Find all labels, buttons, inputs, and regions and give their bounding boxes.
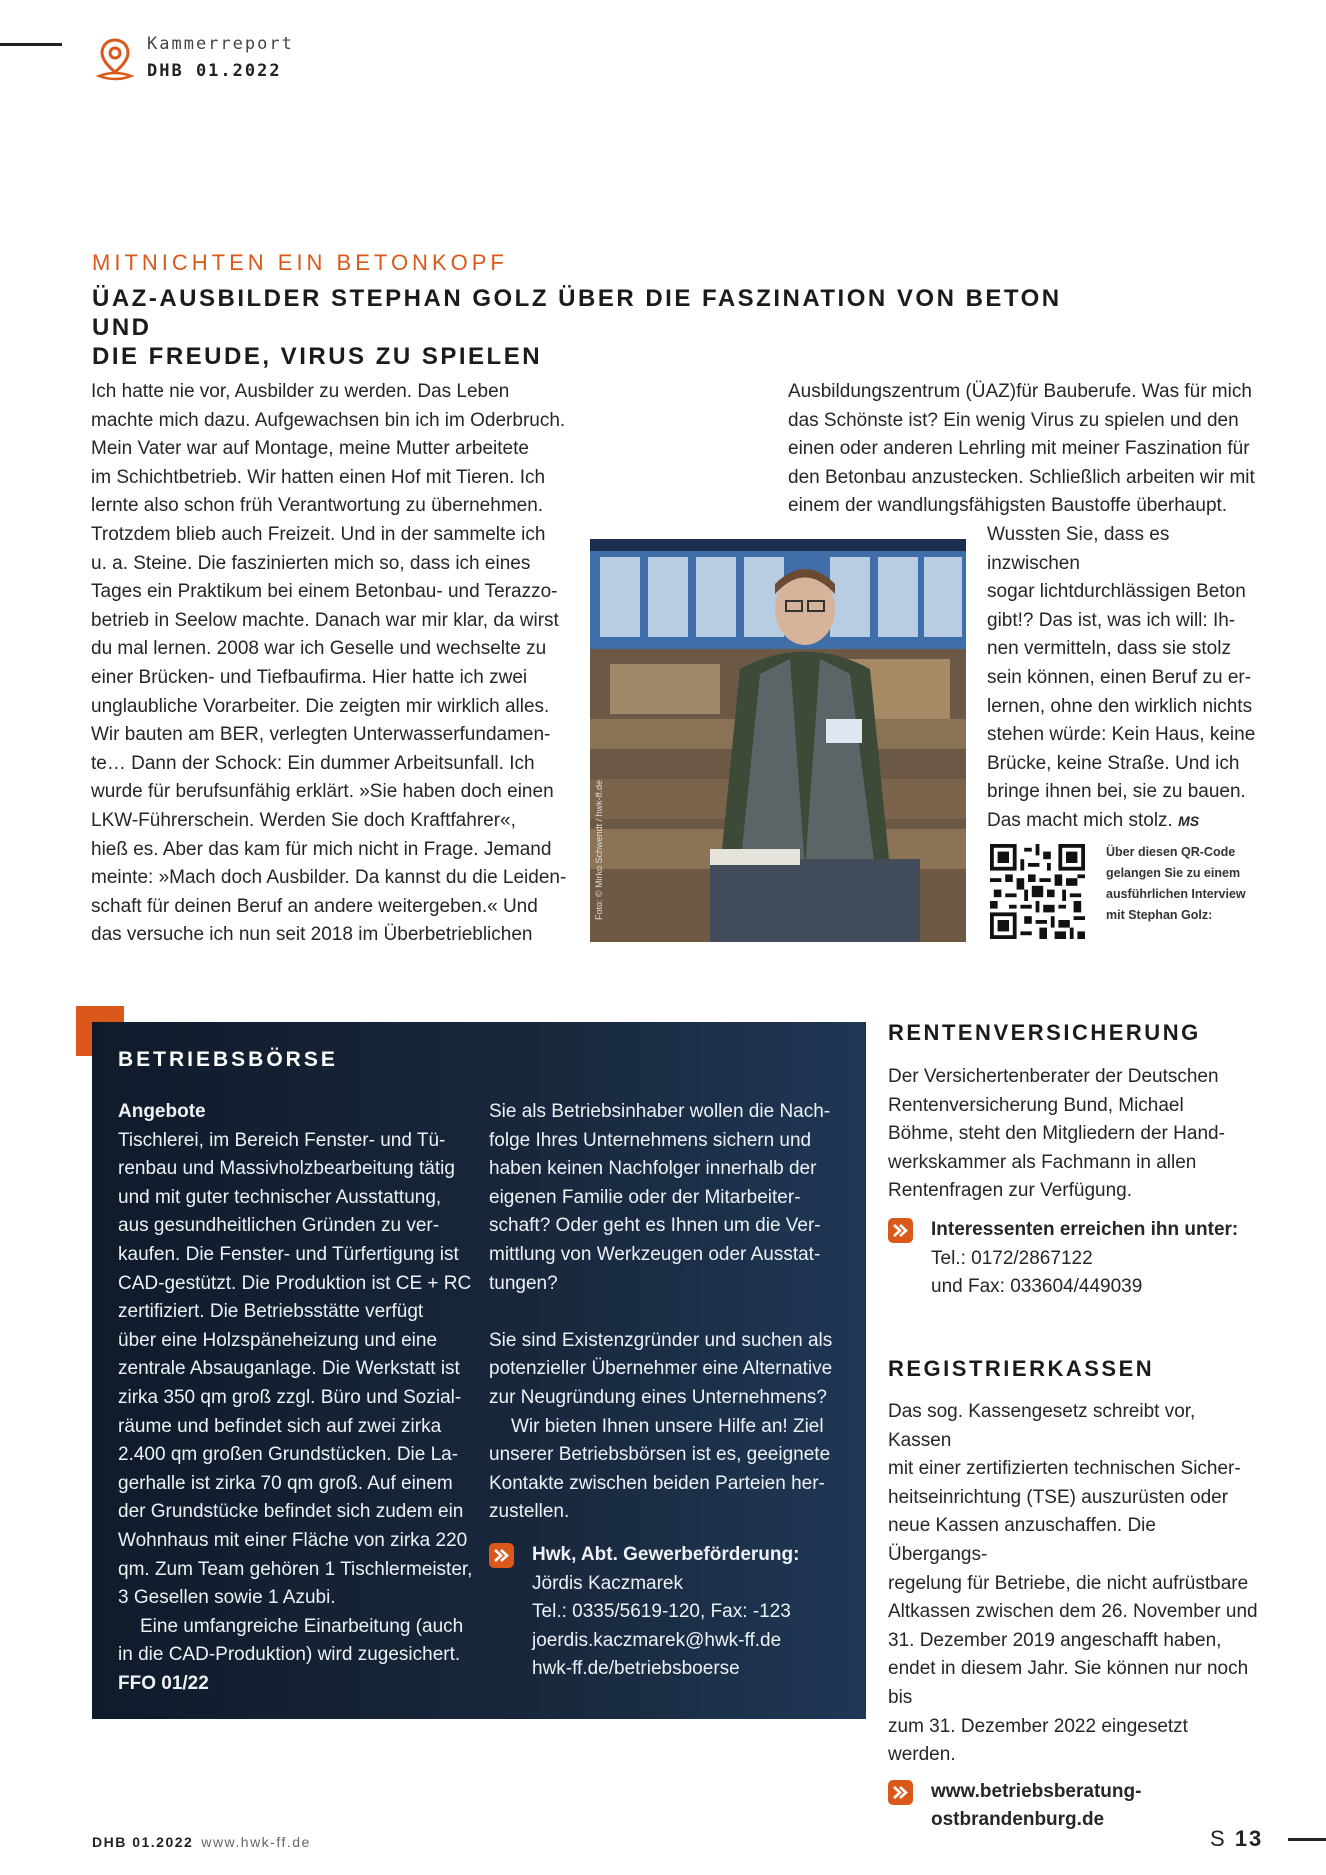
text-line: Tischlerei, im Bereich Fenster- und Tü- [118,1129,446,1151]
rentenversicherung-contact [888,1216,1258,1302]
page-number-value: 13 [1234,1826,1264,1851]
text-line: unglaubliche Vorarbeiter. Die zeigten mir wirklich alles. [91,695,550,717]
betriebsboerse-ref: FFO 01/22 [118,1672,209,1694]
text-line: neue Kassen anzuschaffen. Die Übergangs- [888,1515,1156,1565]
location-pin-icon [96,36,134,82]
qr-caption [1106,842,1266,926]
text-line: betrieb in Seelow machte. Danach war mir klar, da wirst [91,609,559,631]
text-line: und mit guter technischer Ausstattung, [118,1186,442,1208]
text-line: einem der wandlungsfähigsten Baustoffe überhaupt. [788,495,1228,517]
text-line: haben keinen Nachfolger innerhalb der [489,1158,817,1180]
header-issue: DHB 01.2022 [147,61,282,81]
article-title-line: DIE FREUDE, VIRUS ZU SPIELEN [92,343,543,370]
header-kicker: Kammerreport [147,34,294,54]
link-line[interactable]: ostbrandenburg.de [931,1809,1105,1831]
text-line: Trotzdem blieb auch Freizeit. Und in der sammelte ich [91,523,546,545]
text-line: wurde für berufsunfähig erklärt. »Sie haben doch einen [91,781,554,803]
text-line: renbau und Massivholzbearbeitung tätig [118,1158,455,1180]
text-line: Eine umfangreiche Einarbeitung (auch [140,1615,464,1637]
text-line: werkskammer als Fachmann in allen [888,1151,1197,1173]
registrierkassen-body [888,1398,1258,1835]
text-line: 2.400 qm großen Grundstücken. Die La- [118,1444,459,1466]
page-number [1210,1826,1263,1852]
text-line: das versuche ich nun seit 2018 im Überbetrieblichen [91,924,533,946]
text-line: Rentenfragen zur Verfügung. [888,1180,1133,1202]
text-line: Sie sind Existenzgründer und suchen als [489,1329,833,1351]
qr-caption-line: ausführlichen Interview [1106,887,1246,901]
text-line: in die CAD-Produktion) wird zugesichert. [118,1644,461,1666]
text-line: Wussten Sie, dass es inzwischen [987,524,1170,574]
text-line: bringe ihnen bei, sie zu bauen. [987,781,1246,803]
text-line: stehen würde: Kein Haus, keine [987,724,1256,746]
text-line: u. a. Steine. Die faszinierten mich so, dass ich eines [91,552,531,574]
text-line: gerhalle ist zirka 70 qm groß. Auf einem [118,1472,453,1494]
text-line: Mein Vater war auf Montage, meine Mutter arbeitete [91,438,529,460]
text-line: Wir bauten am BER, verlegten Unterwasserfundamen- [91,724,551,746]
rentenversicherung-title: RENTENVERSICHERUNG [888,1020,1201,1045]
betriebsboerse-title: BETRIEBSBÖRSE [118,1048,338,1071]
betriebsboerse-contact [489,1541,849,1684]
text-line: einen oder anderen Lehrling mit meiner Faszination für [788,438,1250,460]
link-line[interactable]: www.betriebsberatung- [931,1780,1142,1802]
text-line [987,807,1267,836]
workshop-photo-illustration [590,539,966,942]
qr-caption-line: gelangen Sie zu einem [1106,866,1241,880]
contact-line: und Fax: 033604/449039 [931,1276,1143,1298]
text-line: schaft für deinen Beruf an andere weitergeben.« Und [91,895,538,917]
text-line: Brücke, keine Straße. Und ich [987,752,1240,774]
text-line: heitseinrichtung (TSE) auszurüsten oder [888,1486,1229,1508]
footer-url[interactable]: www.hwk-ff.de [201,1834,311,1850]
footer-left [92,1834,311,1850]
text-line: über eine Holzspäneheizung und eine [118,1329,438,1351]
footer-issue: DHB 01.2022 [92,1834,194,1850]
text-line: Sie als Betriebsinhaber wollen die Nach- [489,1101,831,1122]
text-line: regelung für Betriebe, die nicht aufrüstbare [888,1572,1249,1594]
page-prefix: S [1210,1826,1227,1851]
contact-line: Tel.: 0172/2867122 [931,1247,1093,1269]
photo-credit: Foto: © Mirko Schwendt / hwk-ff.de [594,779,604,920]
text-line: te… Dann der Schock: Ein dummer Arbeitsunfall. Ich [91,752,535,774]
footer-rule [1288,1838,1326,1841]
text-line: zum 31. Dezember 2022 eingesetzt werden. [888,1715,1188,1766]
article-column-3 [987,521,1267,836]
arrow-right-icon [888,1218,913,1243]
text-line: sein können, einen Beruf zu er- [987,666,1252,688]
article-kicker: MITNICHTEN EIN BETONKOPF [92,250,508,275]
text-line: zur Neugründung eines Unternehmens? [489,1386,827,1408]
text-line: Das sog. Kassengesetz schreibt vor, Kassen [888,1401,1196,1451]
text-line: nen vermitteln, dass sie stolz [987,638,1231,660]
text-line: Wohnhaus mit einer Fläche von zirka 220 [118,1529,468,1551]
text-line: das Schönste ist? Ein wenig Virus zu spielen und den [788,409,1239,431]
text-line: aus gesundheitlichen Gründen zu ver- [118,1215,440,1237]
paragraph-spacer [888,1770,1258,1778]
text-line: gibt!? Das ist, was ich will: Ih- [987,609,1236,631]
text-line: mit einer zertifizierten technischen Sicher- [888,1458,1241,1480]
text-line: Altkassen zwischen dem 26. November und [888,1601,1258,1623]
text-line: schaft? Oder geht es Ihnen um die Ver- [489,1215,821,1237]
text-line: eigenen Familie oder der Mitarbeiter- [489,1186,801,1208]
text-line: Wir bieten Ihnen unsere Hilfe an! Ziel [511,1415,824,1437]
text-line: unserer Betriebsbörsen ist es, geeignete [489,1444,831,1466]
qr-caption-line: mit Stephan Golz: [1106,908,1213,922]
text-line-end: Das macht mich stolz. [987,809,1173,831]
text-line: räume und befindet sich auf zwei zirka [118,1415,442,1437]
text-line: den Betonbau anzustecken. Schließlich arbeiten wir mit [788,466,1255,488]
text-line: 3 Gesellen sowie 1 Azubi. [118,1587,336,1609]
text-line: im Schichtbetrieb. Wir hatten einen Hof mit Tieren. Ich [91,466,546,488]
qr-code[interactable] [990,844,1085,939]
qr-caption-line: Über diesen QR-Code [1106,845,1236,859]
betriebsboerse-subtitle: Angebote [118,1101,206,1122]
author-tag: MS [1178,812,1200,829]
betriebsboerse-column-2 [489,1098,849,1684]
paragraph-spacer [888,1206,1258,1216]
portrait-photo [590,539,966,942]
text-line: machte mich dazu. Aufgewachsen bin ich im Oderbruch. [91,409,566,431]
text-line: hieß es. Aber das kam für mich nicht in Frage. Jemand [91,838,552,860]
text-line: du mal lernen. 2008 war ich Geselle und wechselte zu [91,638,547,660]
text-line: meinte: »Mach doch Ausbilder. Da kannst du die Leiden- [91,867,567,889]
arrow-right-icon [489,1543,514,1568]
text-line: lernte also schon früh Verantwortung zu übernehmen. [91,495,544,517]
text-line: potenzieller Übernehmer eine Alternative [489,1358,833,1380]
text-line: Kontakte zwischen beiden Parteien her- [489,1472,825,1494]
paragraph-spacer [489,1527,849,1541]
rentenversicherung-body [888,1063,1258,1302]
text-line: kaufen. Die Fenster- und Türfertigung ist [118,1243,459,1265]
text-line: Tages ein Praktikum bei einem Betonbau- und Terazzo- [91,581,558,603]
text-line: Böhme, steht den Mitgliedern der Hand- [888,1123,1225,1145]
contact-heading: Hwk, Abt. Gewerbeförderung: [532,1543,800,1565]
text-line: qm. Zum Team gehören 1 Tischlermeister, [118,1558,473,1580]
text-line: zentrale Absauganlage. Die Werkstatt ist [118,1358,460,1380]
text-line: lernen, ohne den wirklich nichts [987,695,1253,717]
contact-line: Tel.: 0335/5619-120, Fax: -123 [532,1601,791,1623]
article-column-2 [788,378,1268,521]
registrierkassen-link[interactable] [888,1778,1258,1835]
header-rule [0,43,62,46]
betriebsboerse-column-1 [118,1098,478,1698]
text-line: der Grundstücke befindet sich zudem ein [118,1501,464,1523]
text-line: LKW-Führerschein. Werden Sie doch Kraftfahrer«, [91,809,516,831]
text-line: Ich hatte nie vor, Ausbilder zu werden. Das Leben [91,381,510,402]
text-line: Rentenversicherung Bund, Michael [888,1094,1184,1116]
text-line: zirka 350 qm groß zzgl. Büro und Sozial- [118,1386,462,1408]
text-line: CAD-gestützt. Die Produktion ist CE + RC [118,1272,472,1294]
text-line: endet in diesem Jahr. Sie können nur noch bis [888,1658,1249,1708]
text-line: zustellen. [489,1501,570,1523]
registrierkassen-title: REGISTRIERKASSEN [888,1356,1155,1381]
text-line: zertifiziert. Die Betriebsstätte verfügt [118,1301,424,1323]
contact-heading: Interessenten erreichen ihn unter: [931,1218,1239,1240]
article-title [92,284,1122,371]
arrow-right-icon [888,1780,913,1805]
text-line: Der Versichertenberater der Deutschen [888,1066,1219,1087]
text-line: einer Brücken- und Tiefbaufirma. Hier hatte ich zwei [91,666,528,688]
text-line: 31. Dezember 2019 angeschafft haben, [888,1629,1222,1651]
contact-email-link[interactable]: joerdis.kaczmarek@hwk-ff.de [532,1629,782,1651]
text-line: sogar lichtdurchlässigen Beton [987,581,1246,603]
text-line: mittlung von Werkzeugen oder Ausstat- [489,1243,821,1265]
text-line: folge Ihres Unternehmens sichern und [489,1129,812,1151]
text-line: Ausbildungszentrum (ÜAZ)für Bauberufe. Was für mich [788,381,1252,402]
text-line: tungen? [489,1272,558,1294]
article-column-1 [91,378,571,950]
contact-line: Jördis Kaczmarek [532,1572,683,1594]
article-title-line: ÜAZ-AUSBILDER STEPHAN GOLZ ÜBER DIE FASZINATION VON BETON UND [92,285,1062,341]
paragraph-spacer [489,1298,849,1327]
contact-web-link[interactable]: hwk-ff.de/betriebsboerse [532,1658,740,1680]
